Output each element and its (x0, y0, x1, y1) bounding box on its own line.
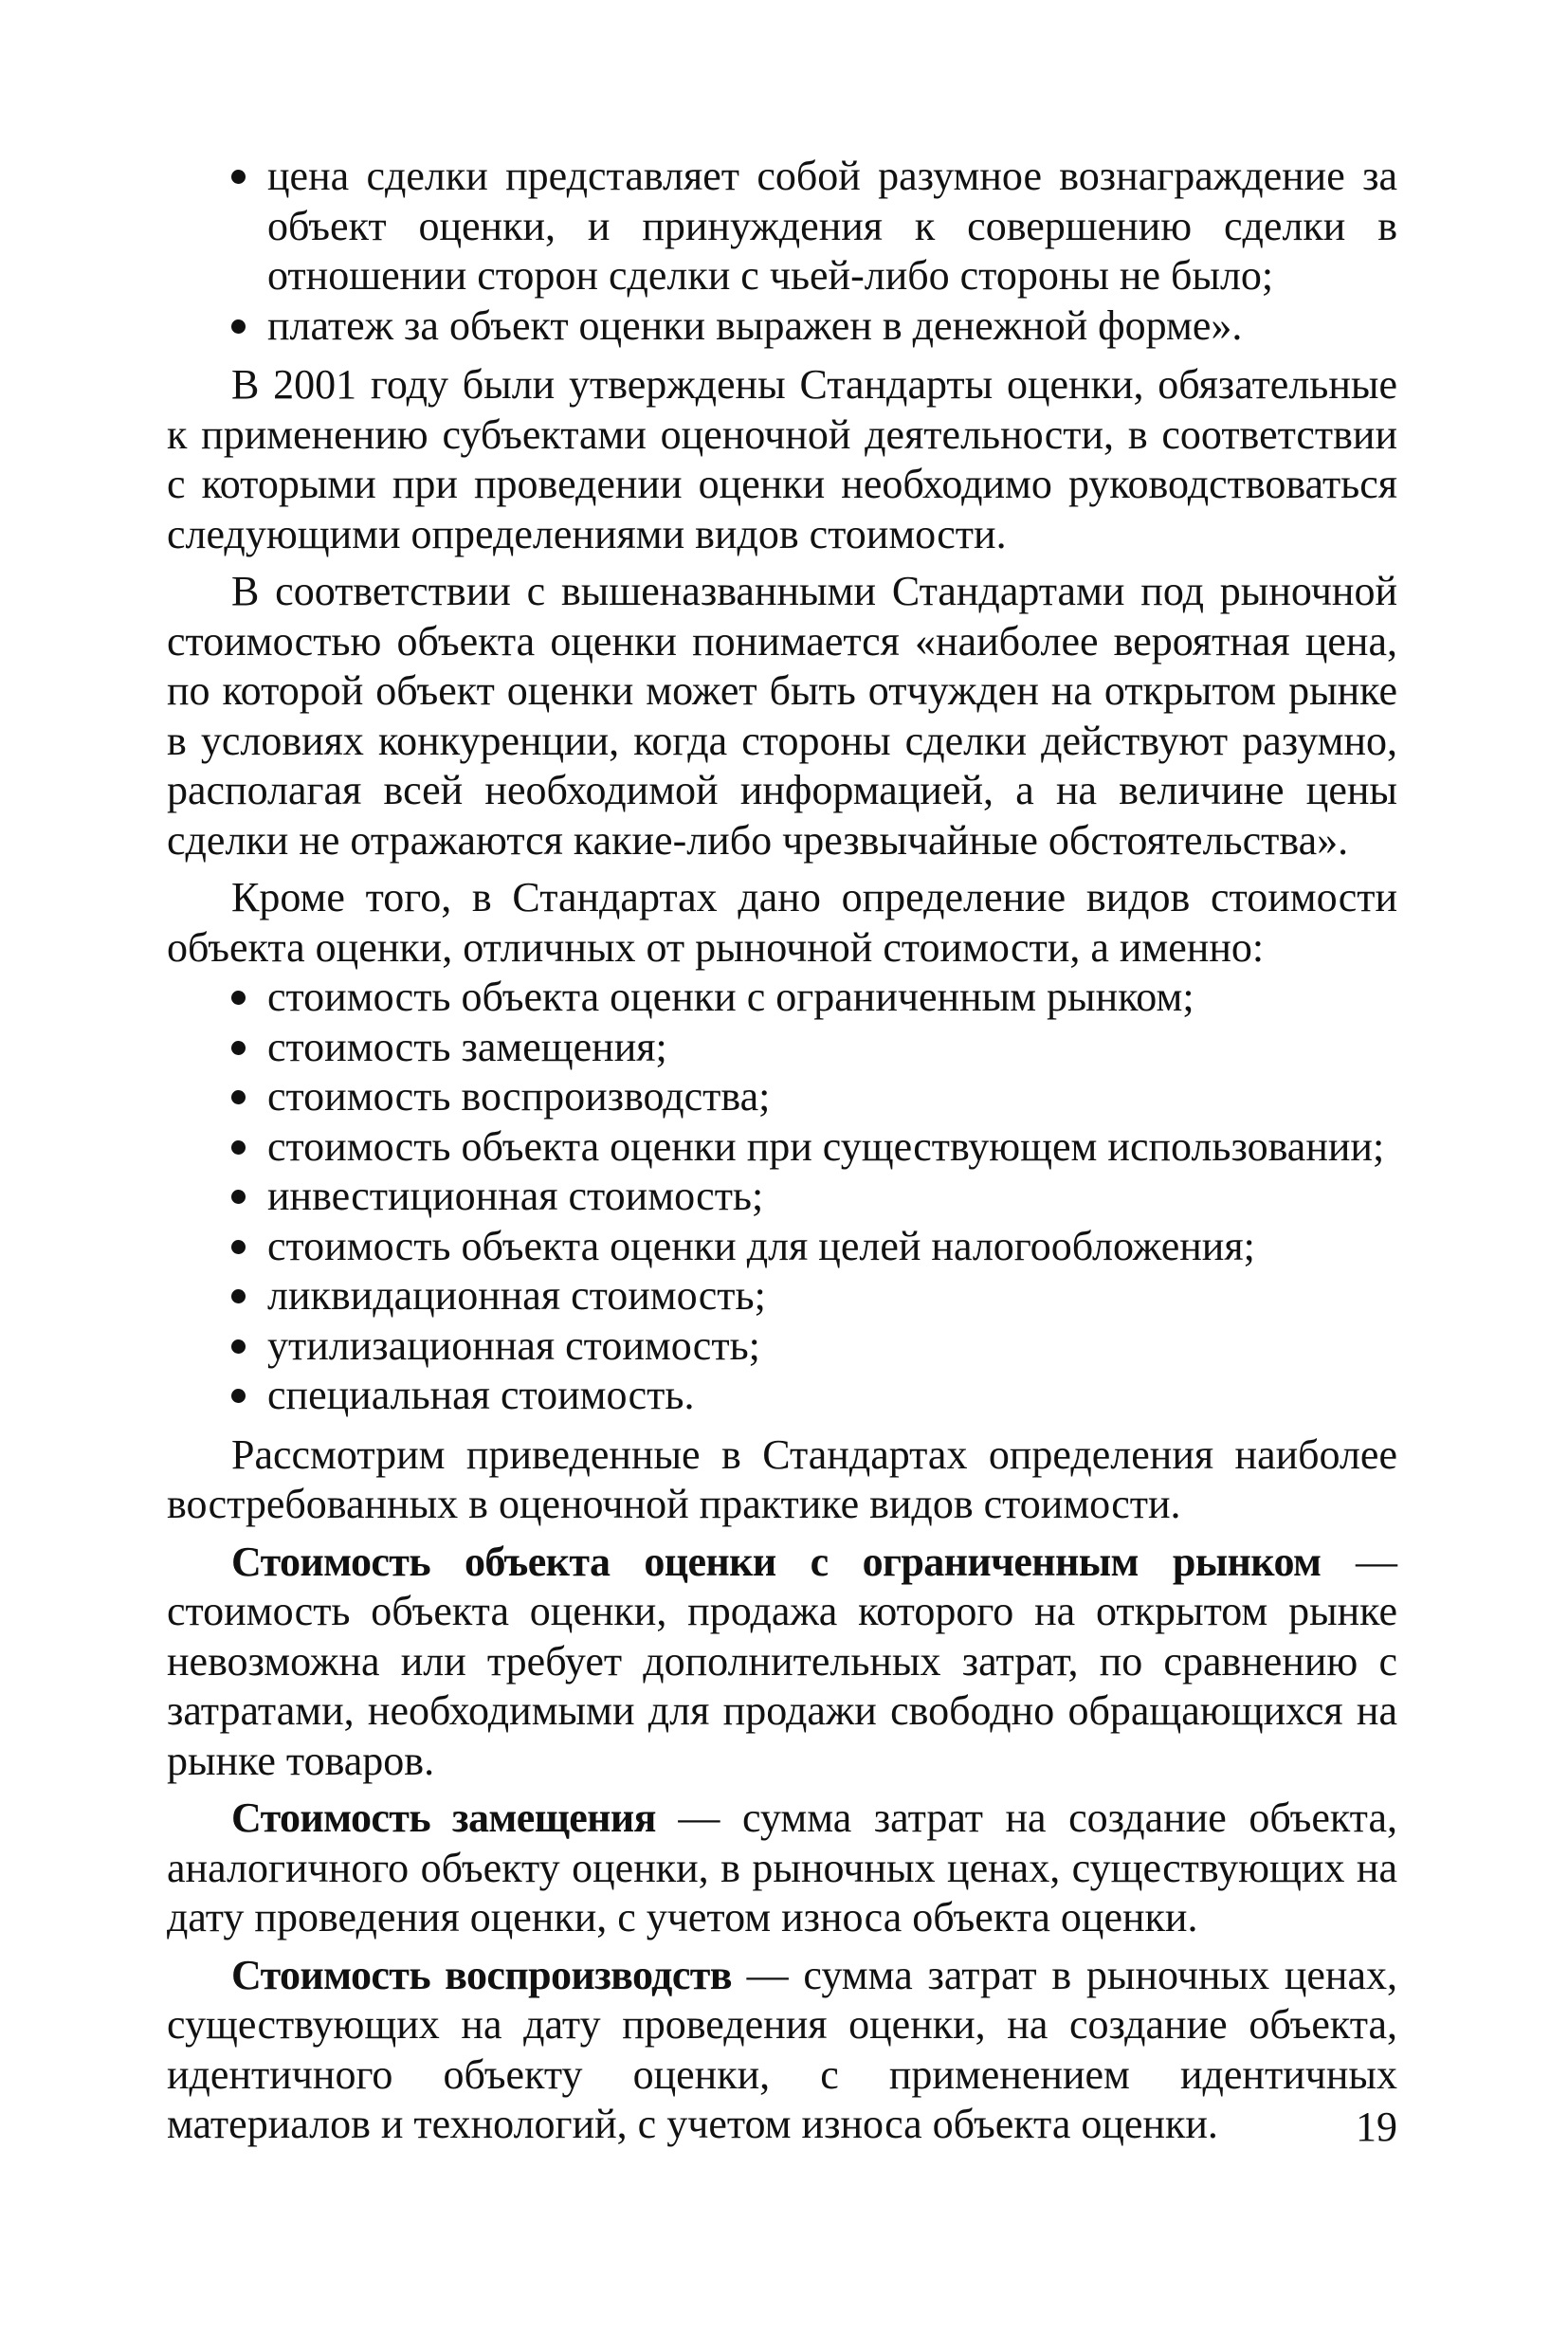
definition-term: Стоимость объекта оценки с ограниченным рынком (231, 1538, 1322, 1585)
bullet-icon (231, 1190, 246, 1204)
bullet-icon (231, 991, 246, 1005)
definition-limited-market (167, 1538, 1397, 1787)
definition-text: — стоимость объекта оценки, продажа которого на открытом рынке невозможна или требует дополнительных затрат, по сравнению с затратами, необходимыми для продажи свободно обращающихся на рынке товаров. (167, 1538, 1397, 1784)
paragraph-market-value: В соответствии с вышеназванными Стандартами под рыночной стоимостью объекта оценки понимается «наиболее вероятная цена, по которой объект оценки может быть отчужден на открытом рынке в условиях конкуренции, когда стороны сделки действуют разумно, располагая всей необходимой информацией, а на величине цены сделки не отражаются какие-либо чрезвычайные обстоятельства». (167, 568, 1397, 864)
list-item (167, 1023, 1397, 1073)
paragraph-other-values: Кроме того, в Стандартах дано определение видов стоимости объекта оценки, отличных от рыночной стоимости, а именно: (167, 874, 1397, 971)
value-types-list (167, 973, 1397, 1421)
list-item-text: цена сделки представляет собой разумное вознаграждение за объект оценки, и принуждения к совершению сделки в отношении сторон сделки с чьей-либо стороны не было; (267, 153, 1397, 299)
list-item-text: стоимость объекта оценки при существующем использовании; (267, 1122, 1385, 1170)
bullet-icon (231, 1289, 246, 1303)
definition-text: — сумма затрат в рыночных ценах, существующих на дату проведения оценки, на создание объекта, идентичного объекту оценки, с применением идентичных материалов и технологий, с учетом износа объекта оценки. (167, 1951, 1398, 2147)
list-item-text: платеж за объект оценки выражен в денежной форме». (267, 301, 1243, 349)
list-item (167, 1271, 1397, 1321)
list-item (167, 1371, 1397, 1421)
bullet-icon (231, 1240, 246, 1254)
list-item (167, 1122, 1397, 1173)
list-item (167, 1321, 1397, 1372)
definition-term: Стоимость замещения (231, 1794, 656, 1841)
bullet-icon (231, 1041, 246, 1055)
bullet-icon (231, 170, 246, 184)
intro-bullet-list (167, 152, 1397, 351)
bullet-icon (231, 319, 246, 334)
page-number: 19 (1356, 2104, 1397, 2150)
definition-text: — сумма затрат на создание объекта, аналогичного объекту оценки, в рыночных ценах, существующих на дату проведения оценки, с учетом износа объекта оценки. (167, 1794, 1397, 1940)
list-item-text: стоимость объекта оценки с ограниченным рынком; (267, 974, 1194, 1020)
bullet-icon (231, 1090, 246, 1104)
list-item (167, 1072, 1397, 1122)
paragraph-standards-2001: В 2001 году были утверждены Стандарты оценки, обязательные к применению субъектами оценочной деятельности, в соответствии с которыми при проведении оценки необходимо руководствоваться следующими определениями видов стоимости. (167, 361, 1397, 557)
list-item-text: ликвидационная стоимость; (267, 1272, 766, 1319)
list-item-text: стоимость объекта оценки для целей налогообложения; (267, 1222, 1255, 1269)
paragraph-transition: Рассмотрим приведенные в Стандартах определения наиболее востребованных в оценочной практике видов стоимости. (167, 1430, 1397, 1527)
text-column (167, 152, 1397, 2150)
bullet-icon (231, 1389, 246, 1403)
bullet-icon (231, 1140, 246, 1155)
list-item (167, 973, 1397, 1023)
list-item-text: утилизационная стоимость; (267, 1321, 760, 1369)
definition-replacement (167, 1794, 1397, 1943)
definition-term: Стоимость воспроизводств (231, 1951, 732, 1998)
list-item-text: инвестиционная стоимость; (267, 1173, 764, 1219)
list-item-text: специальная стоимость. (267, 1372, 695, 1418)
list-item (167, 1222, 1397, 1272)
list-item-text: стоимость воспроизводства; (267, 1073, 771, 1120)
list-item (167, 301, 1397, 352)
list-item-text: стоимость замещения; (267, 1023, 667, 1070)
list-item (167, 1172, 1397, 1222)
definition-reproduction (167, 1951, 1397, 2150)
list-item (167, 152, 1397, 301)
bullet-icon (231, 1339, 246, 1354)
